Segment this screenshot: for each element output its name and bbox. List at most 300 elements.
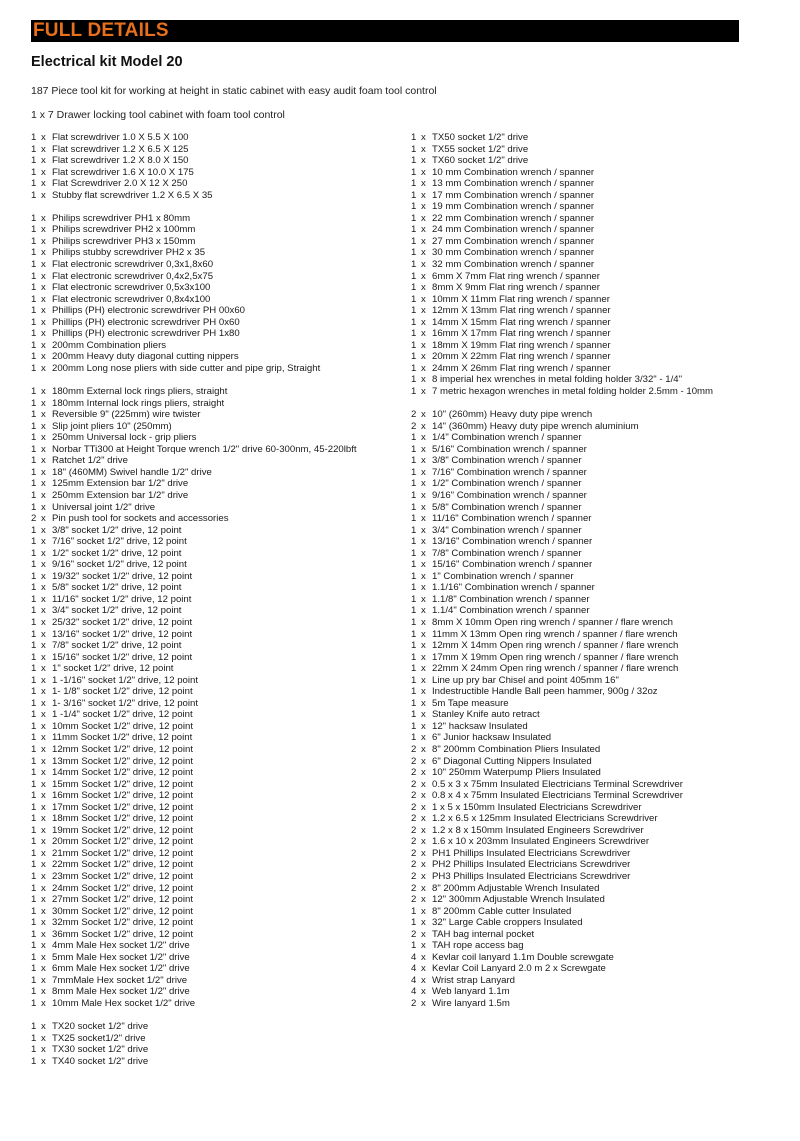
item-description: 7/8" Combination wrench / spanner — [432, 547, 582, 559]
list-item — [31, 294, 401, 306]
item-quantity: 1 — [31, 593, 37, 605]
item-multiplier: x — [41, 697, 46, 709]
list-item — [411, 779, 771, 791]
item-description: 30mm Socket 1/2" drive, 12 point — [52, 905, 193, 917]
item-multiplier: x — [41, 1021, 46, 1033]
list-item — [411, 363, 771, 375]
list-item — [31, 998, 401, 1010]
list-spacer — [411, 398, 771, 410]
item-multiplier: x — [421, 790, 426, 802]
item-quantity: 1 — [31, 282, 37, 294]
item-description: 1 -1/4" socket 1/2" drive, 12 point — [52, 709, 193, 721]
item-description: TAH rope access bag — [432, 940, 524, 952]
item-multiplier: x — [41, 455, 46, 467]
item-description: 1.1/8" Combination wrench / spanner — [432, 593, 590, 605]
item-multiplier: x — [421, 166, 426, 178]
item-multiplier: x — [41, 282, 46, 294]
item-quantity: 1 — [411, 178, 417, 190]
list-item — [31, 167, 401, 179]
item-multiplier: x — [41, 489, 46, 501]
item-multiplier: x — [41, 259, 46, 271]
item-quantity: 1 — [411, 166, 417, 178]
item-description: Flat electronic screwdriver 0,8x4x100 — [52, 293, 211, 305]
item-description: Norbar TTi300 at Height Torque wrench 1/2" drive 60-300nm, 45-220lbft — [52, 443, 357, 455]
item-quantity: 1 — [411, 547, 417, 559]
item-multiplier: x — [41, 616, 46, 628]
list-item — [31, 767, 401, 779]
list-item — [411, 224, 771, 236]
item-quantity: 1 — [31, 339, 37, 351]
item-quantity: 2 — [411, 420, 417, 432]
item-multiplier: x — [421, 155, 426, 167]
list-item — [411, 594, 771, 606]
item-multiplier: x — [421, 570, 426, 582]
item-description: 9/16" socket 1/2" drive, 12 point — [52, 559, 187, 571]
item-description: Wrist strap Lanyard — [432, 974, 515, 986]
list-item — [411, 894, 771, 906]
item-quantity: 1 — [31, 362, 37, 374]
item-description: 17mm X 19mm Open ring wrench / spanner / flare wrench — [432, 651, 679, 663]
item-description: 17mm Socket 1/2" drive, 12 point — [52, 801, 193, 813]
list-item — [411, 975, 771, 987]
item-quantity: 1 — [411, 709, 417, 721]
item-quantity: 1 — [31, 640, 37, 652]
item-multiplier: x — [421, 593, 426, 605]
list-item — [31, 986, 401, 998]
item-description: Flat electronic screwdriver 0,5x3x100 — [52, 282, 211, 294]
item-quantity: 1 — [31, 455, 37, 467]
item-quantity: 2 — [31, 513, 37, 525]
item-quantity: 1 — [31, 178, 37, 190]
item-quantity: 1 — [411, 351, 417, 363]
list-item — [31, 178, 401, 190]
item-quantity: 1 — [31, 570, 37, 582]
list-item — [411, 525, 771, 537]
item-quantity: 2 — [411, 409, 417, 421]
item-description: 3/4" socket 1/2" drive, 12 point — [52, 605, 182, 617]
list-item — [31, 709, 401, 721]
item-description: 21mm Socket 1/2" drive, 12 point — [52, 847, 193, 859]
item-description: 180mm External lock rings pliers, straight — [52, 386, 228, 398]
list-item — [31, 502, 401, 514]
item-description: TX30 socket 1/2" drive — [52, 1044, 149, 1056]
list-item — [31, 813, 401, 825]
item-quantity: 1 — [31, 663, 37, 675]
item-quantity: 1 — [31, 489, 37, 501]
list-item — [31, 132, 401, 144]
list-item — [31, 883, 401, 895]
item-description: Ratchet 1/2" drive — [52, 455, 128, 467]
item-description: 7/16" Combination wrench / spanner — [432, 466, 587, 478]
item-description: 1 -1/16" socket 1/2" drive, 12 point — [52, 674, 199, 686]
item-multiplier: x — [41, 224, 46, 236]
list-item — [31, 305, 401, 317]
list-item — [411, 155, 771, 167]
item-multiplier: x — [421, 663, 426, 675]
item-quantity: 1 — [411, 940, 417, 952]
item-description: 10mm X 11mm Flat ring wrench / spanner — [432, 293, 610, 305]
item-description: Line up pry bar Chisel and point 405mm 16" — [432, 674, 619, 686]
list-item — [411, 929, 771, 941]
list-item — [31, 236, 401, 248]
list-item — [411, 848, 771, 860]
list-item — [411, 432, 771, 444]
item-multiplier: x — [41, 813, 46, 825]
item-multiplier: x — [41, 582, 46, 594]
item-quantity: 1 — [31, 755, 37, 767]
list-item — [31, 790, 401, 802]
item-multiplier: x — [421, 489, 426, 501]
item-quantity: 1 — [31, 1044, 37, 1056]
item-description: TAH bag internal pocket — [432, 928, 535, 940]
item-quantity: 1 — [31, 813, 37, 825]
item-multiplier: x — [421, 189, 426, 201]
item-multiplier: x — [421, 339, 426, 351]
item-multiplier: x — [41, 732, 46, 744]
item-quantity: 1 — [411, 155, 417, 167]
item-quantity: 1 — [31, 432, 37, 444]
item-description: Indestructible Handle Ball peen hammer, 900g / 32oz — [432, 686, 658, 698]
list-item — [31, 548, 401, 560]
item-multiplier: x — [41, 1032, 46, 1044]
item-description: 13/16" Combination wrench / spanner — [432, 536, 593, 548]
list-item — [31, 478, 401, 490]
item-description: Wire lanyard 1.5m — [432, 998, 510, 1010]
item-quantity: 1 — [411, 466, 417, 478]
item-quantity: 1 — [31, 351, 37, 363]
item-quantity: 1 — [31, 259, 37, 271]
list-item — [31, 802, 401, 814]
item-quantity: 1 — [411, 605, 417, 617]
item-multiplier: x — [421, 871, 426, 882]
item-quantity: 1 — [31, 697, 37, 709]
item-multiplier: x — [41, 501, 46, 513]
list-item — [411, 802, 771, 814]
item-multiplier: x — [41, 328, 46, 340]
item-description: 12mm X 13mm Flat ring wrench / spanner — [432, 305, 611, 317]
item-quantity: 2 — [411, 755, 417, 767]
item-quantity: 1 — [411, 628, 417, 640]
item-multiplier: x — [421, 928, 426, 940]
item-multiplier: x — [421, 605, 426, 617]
item-quantity: 2 — [411, 836, 417, 848]
item-description: 27 mm Combination wrench / spanner — [432, 235, 595, 247]
list-item — [411, 144, 771, 156]
item-description: 9/16" Combination wrench / spanner — [432, 489, 587, 501]
item-quantity: 1 — [411, 697, 417, 709]
item-quantity: 1 — [411, 270, 417, 282]
item-quantity: 1 — [31, 605, 37, 617]
item-description: 22mm X 24mm Open ring wrench / spanner / flare wrench — [432, 663, 679, 675]
item-description: 17 mm Combination wrench / spanner — [432, 189, 595, 201]
list-item — [411, 871, 771, 883]
list-item — [411, 571, 771, 583]
item-quantity: 1 — [31, 720, 37, 732]
item-quantity: 1 — [411, 663, 417, 675]
item-quantity: 1 — [31, 1032, 37, 1044]
item-quantity: 1 — [31, 963, 37, 975]
list-item — [411, 559, 771, 571]
item-quantity: 1 — [31, 1055, 37, 1067]
item-multiplier: x — [421, 813, 426, 825]
item-multiplier: x — [421, 143, 426, 155]
item-description: 15mm Socket 1/2" drive, 12 point — [52, 778, 193, 790]
item-multiplier: x — [421, 282, 426, 294]
item-description: Pin push tool for sockets and accessories — [52, 513, 229, 525]
list-item — [411, 259, 771, 271]
item-description: 19 mm Combination wrench / spanner — [432, 201, 595, 213]
list-item — [31, 1056, 401, 1068]
item-description: 1" socket 1/2" drive, 12 point — [52, 663, 174, 675]
item-description: TX20 socket 1/2" drive — [52, 1021, 149, 1033]
list-item — [411, 998, 771, 1010]
item-multiplier: x — [41, 397, 46, 409]
list-item — [31, 328, 401, 340]
item-description: 18mm X 19mm Flat ring wrench / spanner — [432, 339, 611, 351]
item-multiplier: x — [421, 178, 426, 190]
list-item — [31, 432, 401, 444]
list-item — [411, 351, 771, 363]
list-item — [411, 652, 771, 664]
item-quantity: 1 — [31, 824, 37, 836]
list-item — [411, 178, 771, 190]
item-description: 10mm Male Hex socket 1/2" drive — [52, 998, 196, 1010]
item-quantity: 1 — [31, 917, 37, 929]
item-multiplier: x — [41, 270, 46, 282]
item-description: 22 mm Combination wrench / spanner — [432, 212, 595, 224]
item-multiplier: x — [421, 628, 426, 640]
list-item — [411, 294, 771, 306]
item-quantity: 1 — [31, 940, 37, 952]
item-multiplier: x — [41, 212, 46, 224]
item-multiplier: x — [421, 686, 426, 698]
item-multiplier: x — [41, 524, 46, 536]
list-item — [411, 721, 771, 733]
item-multiplier: x — [421, 513, 426, 525]
list-item — [411, 132, 771, 144]
item-quantity: 4 — [411, 974, 417, 986]
item-description: 3/8" Combination wrench / spanner — [432, 455, 582, 467]
item-multiplier: x — [421, 986, 426, 998]
item-multiplier: x — [41, 720, 46, 732]
item-quantity: 1 — [411, 559, 417, 571]
list-item — [31, 525, 401, 537]
item-quantity: 1 — [31, 466, 37, 478]
item-quantity: 1 — [411, 386, 417, 398]
list-item — [31, 444, 401, 456]
item-multiplier: x — [421, 559, 426, 571]
item-description: 11/16" socket 1/2" drive, 12 point — [52, 593, 192, 605]
list-item — [31, 929, 401, 941]
item-quantity: 1 — [31, 536, 37, 548]
list-item — [31, 582, 401, 594]
item-multiplier: x — [41, 593, 46, 605]
item-multiplier: x — [421, 951, 426, 963]
list-item — [411, 640, 771, 652]
item-multiplier: x — [421, 847, 426, 859]
item-description: PH3 Phillips Insulated Electricians Screwdriver — [432, 871, 631, 882]
item-multiplier: x — [421, 466, 426, 478]
item-quantity: 1 — [411, 536, 417, 548]
item-description: 24mm Socket 1/2" drive, 12 point — [52, 882, 193, 894]
item-description: 19mm Socket 1/2" drive, 12 point — [52, 824, 193, 836]
list-item — [411, 986, 771, 998]
item-quantity: 1 — [411, 247, 417, 259]
item-multiplier: x — [41, 847, 46, 859]
item-description: Web lanyard 1.1m — [432, 986, 510, 998]
list-item — [31, 409, 401, 421]
item-quantity: 1 — [411, 339, 417, 351]
item-description: 12mm Socket 1/2" drive, 12 point — [52, 743, 193, 755]
item-description: Phillips (PH) electronic screwdriver PH 1x80 — [52, 328, 240, 340]
list-item — [411, 952, 771, 964]
list-item — [411, 467, 771, 479]
item-multiplier: x — [41, 986, 46, 998]
item-quantity: 1 — [31, 328, 37, 340]
item-quantity: 1 — [411, 478, 417, 490]
list-item — [31, 871, 401, 883]
item-quantity: 1 — [31, 559, 37, 571]
item-description: 32" Large Cable croppers Insulated — [432, 917, 583, 929]
list-item — [411, 732, 771, 744]
item-quantity: 1 — [411, 374, 417, 386]
item-description: 18mm Socket 1/2" drive, 12 point — [52, 813, 193, 825]
item-multiplier: x — [41, 351, 46, 363]
item-description: Stubby flat screwdriver 1.2 X 6.5 X 35 — [52, 189, 213, 201]
list-item — [31, 340, 401, 352]
list-item — [31, 894, 401, 906]
item-multiplier: x — [421, 894, 426, 906]
list-item — [31, 282, 401, 294]
item-multiplier: x — [421, 720, 426, 732]
item-quantity: 2 — [411, 847, 417, 859]
item-description: 1.2 x 6.5 x 125mm Insulated Electricians Screwdriver — [432, 813, 658, 825]
item-multiplier: x — [421, 374, 426, 386]
item-description: 3/8" socket 1/2" drive, 12 point — [52, 524, 182, 536]
item-quantity: 2 — [411, 859, 417, 871]
item-quantity: 2 — [411, 998, 417, 1010]
item-multiplier: x — [41, 305, 46, 317]
item-quantity: 1 — [31, 847, 37, 859]
item-description: PH1 Phillips Insulated Electricians Screwdriver — [432, 847, 631, 859]
item-multiplier: x — [41, 940, 46, 952]
list-item — [31, 386, 401, 398]
item-multiplier: x — [41, 974, 46, 986]
list-item — [31, 155, 401, 167]
list-item — [31, 859, 401, 871]
item-quantity: 1 — [411, 917, 417, 929]
list-item — [31, 363, 401, 375]
item-quantity: 1 — [31, 859, 37, 871]
item-description: 12" hacksaw Insulated — [432, 720, 528, 732]
item-quantity: 1 — [31, 547, 37, 559]
item-quantity: 1 — [31, 778, 37, 790]
list-item — [31, 1033, 401, 1045]
item-quantity: 1 — [31, 582, 37, 594]
list-item — [31, 594, 401, 606]
list-item — [31, 213, 401, 225]
item-multiplier: x — [41, 559, 46, 571]
item-quantity: 2 — [411, 790, 417, 802]
item-description: 8mm X 10mm Open ring wrench / spanner / flare wrench — [432, 616, 674, 628]
item-multiplier: x — [421, 420, 426, 432]
list-item — [411, 502, 771, 514]
item-quantity: 1 — [31, 189, 37, 201]
item-description: 8" 200mm Cable cutter Insulated — [432, 905, 572, 917]
item-description: 1.1/4" Combination wrench / spanner — [432, 605, 590, 617]
list-item — [31, 756, 401, 768]
item-multiplier: x — [41, 235, 46, 247]
list-item — [31, 652, 401, 664]
list-item — [31, 917, 401, 929]
list-item — [31, 605, 401, 617]
item-description: 1.2 x 8 x 150mm Insulated Engineers Screwdriver — [432, 824, 644, 836]
item-multiplier: x — [41, 801, 46, 813]
item-quantity: 1 — [411, 513, 417, 525]
item-multiplier: x — [421, 755, 426, 767]
banner-text: FULL DETAILS — [33, 20, 169, 41]
item-quantity: 1 — [31, 235, 37, 247]
item-multiplier: x — [41, 640, 46, 652]
item-multiplier: x — [421, 905, 426, 917]
item-multiplier: x — [421, 940, 426, 952]
item-multiplier: x — [421, 743, 426, 755]
item-quantity: 1 — [31, 951, 37, 963]
item-multiplier: x — [41, 178, 46, 190]
item-quantity: 2 — [411, 767, 417, 779]
list-item — [31, 351, 401, 363]
item-quantity: 1 — [31, 998, 37, 1010]
item-description: Flat electronic screwdriver 0,3x1,8x60 — [52, 259, 214, 271]
list-item — [411, 906, 771, 918]
item-multiplier: x — [41, 132, 46, 143]
list-item — [411, 167, 771, 179]
item-multiplier: x — [421, 582, 426, 594]
item-multiplier: x — [421, 212, 426, 224]
list-item — [411, 282, 771, 294]
item-quantity: 1 — [31, 790, 37, 802]
item-quantity: 1 — [411, 593, 417, 605]
list-item — [411, 305, 771, 317]
list-item — [411, 190, 771, 202]
list-item — [31, 963, 401, 975]
item-description: 14" (360mm) Heavy duty pipe wrench aluminium — [432, 420, 639, 432]
item-multiplier: x — [421, 697, 426, 709]
item-quantity: 1 — [31, 974, 37, 986]
item-description: 10 mm Combination wrench / spanner — [432, 166, 595, 178]
item-multiplier: x — [421, 674, 426, 686]
list-item — [31, 536, 401, 548]
item-description: Philips screwdriver PH2 x 100mm — [52, 224, 196, 236]
list-item — [411, 582, 771, 594]
item-description: 10mm Socket 1/2" drive, 12 point — [52, 720, 193, 732]
list-item — [411, 744, 771, 756]
item-description: 36mm Socket 1/2" drive, 12 point — [52, 928, 193, 940]
list-item — [31, 455, 401, 467]
item-description: TX25 socket1/2" drive — [52, 1032, 146, 1044]
section-banner — [31, 20, 739, 42]
item-quantity: 1 — [31, 305, 37, 317]
item-description: 20mm X 22mm Flat ring wrench / spanner — [432, 351, 611, 363]
item-multiplier: x — [421, 836, 426, 848]
item-multiplier: x — [421, 998, 426, 1010]
list-item — [31, 259, 401, 271]
item-description: 1- 1/8" socket 1/2" drive, 12 point — [52, 686, 193, 698]
item-multiplier: x — [41, 674, 46, 686]
list-item — [411, 629, 771, 641]
item-quantity: 1 — [31, 420, 37, 432]
item-multiplier: x — [421, 316, 426, 328]
